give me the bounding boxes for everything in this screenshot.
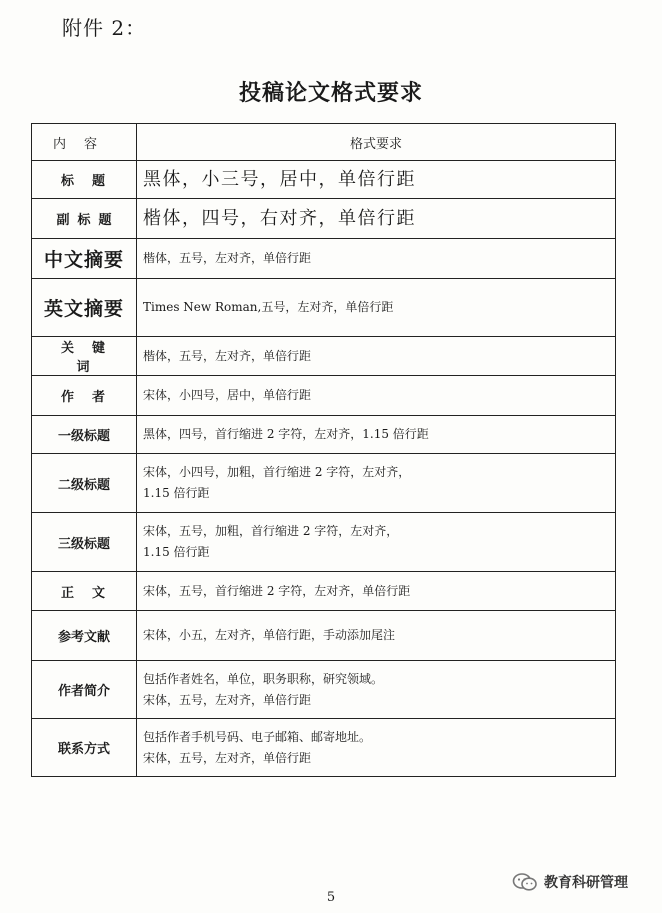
table-row [32, 719, 616, 777]
row-requirement: 宋体，五号，加粗，首行缩进 2 字符，左对齐， 1.15 倍行距 [137, 513, 616, 572]
row-label: 作者简介 [32, 661, 137, 719]
watermark-text: 教育科研管理 [544, 875, 628, 891]
table-row [32, 337, 616, 376]
row-label: 副标题 [32, 199, 137, 239]
table-row [32, 572, 616, 611]
row-label: 标题 [32, 161, 137, 199]
table-row [32, 199, 616, 239]
row-label: 作者 [32, 376, 137, 416]
watermark [512, 872, 628, 892]
table-row [32, 376, 616, 416]
row-label: 联系方式 [32, 719, 137, 777]
table-header-row [32, 124, 616, 161]
row-label: 中文摘要 [32, 239, 137, 279]
table-row [32, 513, 616, 572]
header-format: 格式要求 [137, 124, 616, 161]
table-row [32, 161, 616, 199]
header-content: 内容 [32, 124, 137, 161]
row-requirement: 宋体，小四号，加粗，首行缩进 2 字符，左对齐， 1.15 倍行距 [137, 454, 616, 513]
row-requirement: 包括作者手机号码、电子邮箱、邮寄地址。 宋体，五号，左对齐，单倍行距 [137, 719, 616, 777]
row-label: 正文 [32, 572, 137, 611]
table-row [32, 239, 616, 279]
row-label: 一级标题 [32, 416, 137, 454]
page-number: 5 [326, 890, 336, 905]
row-label: 关键词 [32, 337, 137, 376]
table-row [32, 661, 616, 719]
format-requirements-table [31, 123, 616, 777]
document-title: 投稿论文格式要求 [238, 80, 423, 106]
table-row [32, 454, 616, 513]
row-label: 英文摘要 [32, 279, 137, 337]
row-requirement: Times New Roman,五号，左对齐，单倍行距 [137, 279, 616, 337]
row-label: 三级标题 [32, 513, 137, 572]
attachment-label: 附件 2： [62, 16, 147, 40]
row-requirement: 包括作者姓名，单位，职务职称，研究领域。 宋体，五号，左对齐，单倍行距 [137, 661, 616, 719]
row-requirement: 楷体，五号，左对齐，单倍行距 [137, 337, 616, 376]
table-row [32, 279, 616, 337]
row-requirement: 楷体，五号，左对齐，单倍行距 [137, 239, 616, 279]
row-requirement: 黑体，四号，首行缩进 2 字符，左对齐，1.15 倍行距 [137, 416, 616, 454]
row-requirement: 宋体，小五，左对齐，单倍行距，手动添加尾注 [137, 611, 616, 661]
row-requirement: 楷体，四号，右对齐，单倍行距 [137, 199, 616, 239]
row-requirement: 宋体，小四号，居中，单倍行距 [137, 376, 616, 416]
table-row [32, 611, 616, 661]
row-label: 参考文献 [32, 611, 137, 661]
row-label: 二级标题 [32, 454, 137, 513]
row-requirement: 黑体，小三号，居中，单倍行距 [137, 161, 616, 199]
table-row [32, 416, 616, 454]
row-requirement: 宋体，五号，首行缩进 2 字符，左对齐，单倍行距 [137, 572, 616, 611]
wechat-icon [512, 872, 538, 892]
